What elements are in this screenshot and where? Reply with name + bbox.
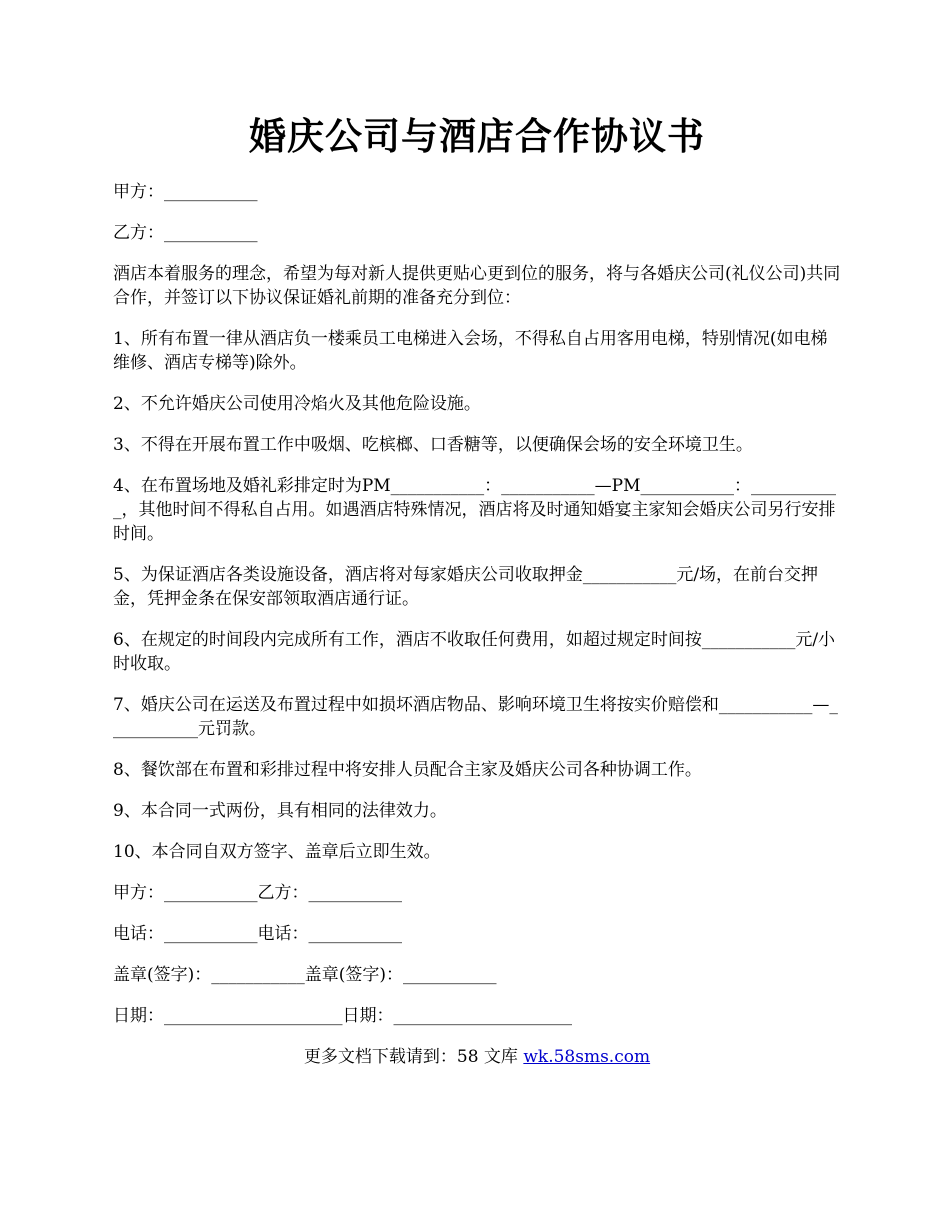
document-title: 婚庆公司与酒店合作协议书 <box>249 114 705 158</box>
intro-paragraph: 酒店本着服务的理念，希望为每对新人提供更贴心更到位的服务，将与各婚庆公司(礼仪公司)共同合作，并签订以下协议保证婚礼前期的准备充分到位： <box>113 264 841 308</box>
footer-link[interactable]: wk.58sms.com <box>523 1047 651 1067</box>
clause-2: 2、不允许婚庆公司使用冷焰火及其他危险设施。 <box>113 394 481 414</box>
clause-3: 3、不得在开展布置工作中吸烟、吃槟榔、口香糖等，以便确保会场的安全环境卫生。 <box>113 435 753 455</box>
footer-text: 更多文档下载请到：58 文库 <box>303 1047 524 1067</box>
signature-seals-line: 盖章(签字)：___________盖章(签字)：___________ <box>113 965 497 985</box>
footer-note <box>113 1045 841 1069</box>
clause-7: 7、婚庆公司在运送及布置过程中如损坏酒店物品、影响环境卫生将按实价赔偿和___________—___________元罚款。 <box>113 695 838 739</box>
clause-10: 10、本合同自双方签字、盖章后立即生效。 <box>113 842 441 862</box>
clause-4: 4、在布置场地及婚礼彩排定时为PM___________：___________—PM___________：___________，其他时间不得私自占用。如遇酒店特殊情况，酒店将及时通知婚宴主家知会婚庆公司另行安排时间。 <box>113 476 837 544</box>
signature-dates-line: 日期：_____________________日期：_____________________ <box>113 1006 572 1026</box>
clause-9: 9、本合同一式两份，具有相同的法律效力。 <box>113 801 447 821</box>
party-b-line: 乙方：___________ <box>113 223 258 243</box>
clause-8: 8、餐饮部在布置和彩排过程中将安排人员配合主家及婚庆公司各种协调工作。 <box>113 760 702 780</box>
signature-phones-line: 电话：___________电话：___________ <box>113 924 402 944</box>
clause-1: 1、所有布置一律从酒店负一楼乘员工电梯进入会场，不得私自占用客用电梯，特别情况(如电梯维修、酒店专梯等)除外。 <box>113 329 828 373</box>
clause-6: 6、在规定的时间段内完成所有工作，酒店不收取任何费用，如超过规定时间按___________元/小时收取。 <box>113 630 836 674</box>
document-page <box>113 108 841 1069</box>
clause-5: 5、为保证酒店各类设施设备，酒店将对每家婚庆公司收取押金___________元/场，在前台交押金，凭押金条在保安部领取酒店通行证。 <box>113 565 819 609</box>
party-a-line: 甲方：___________ <box>113 182 258 202</box>
signature-parties-line: 甲方：___________乙方：___________ <box>113 883 402 903</box>
